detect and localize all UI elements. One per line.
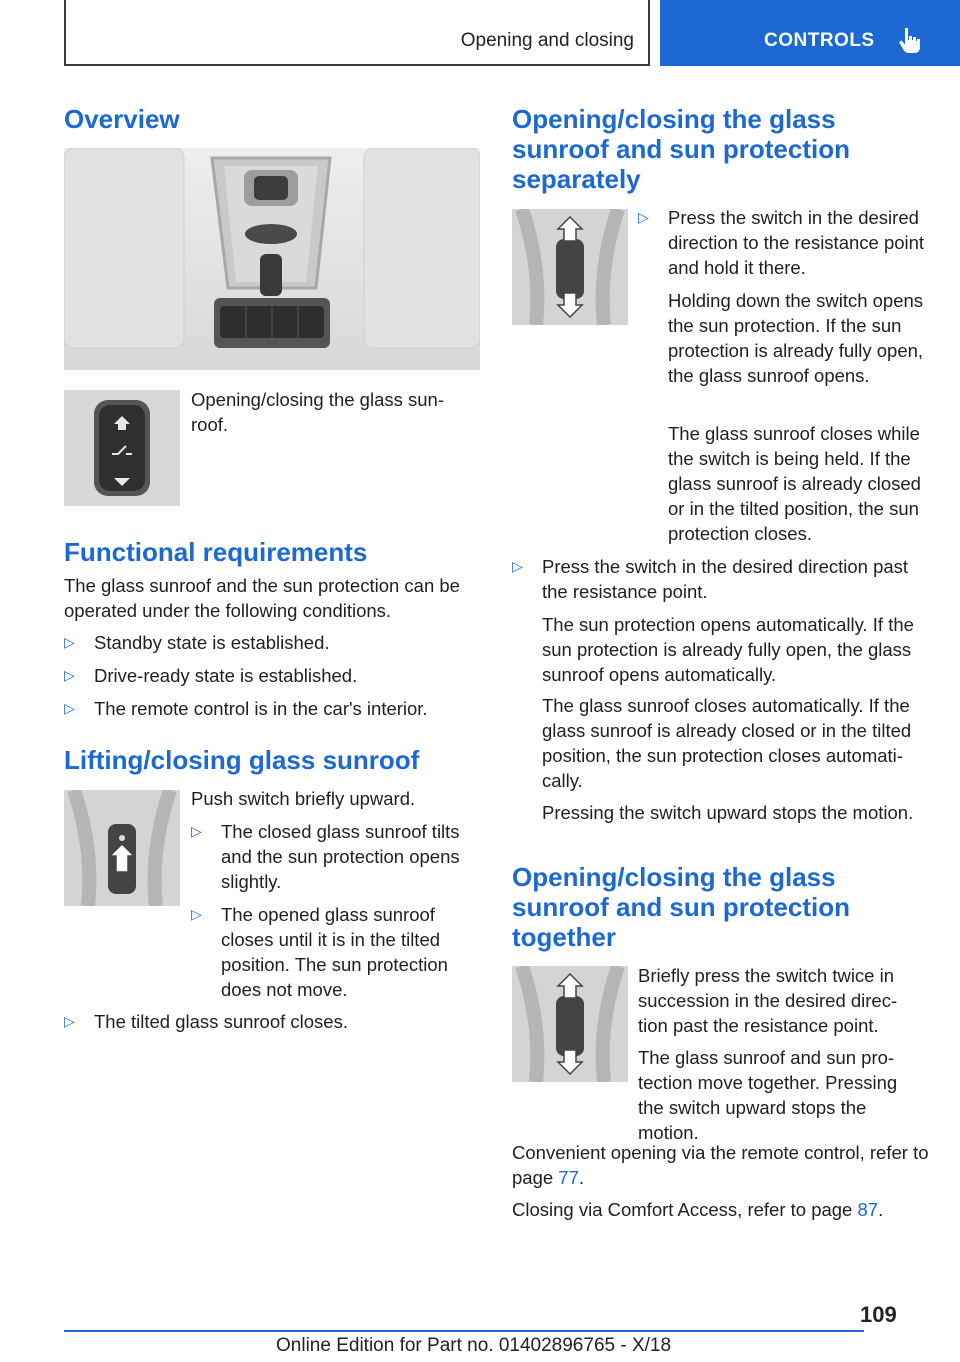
list-item: ▷ The remote control is in the car's interior.	[64, 698, 428, 719]
lifting-closing-heading: Lifting/closing glass sunroof	[64, 745, 420, 775]
comfort-reference-text: Closing via Comfort Access, refer to page	[512, 1199, 853, 1220]
list-item: ▷ Drive-ready state is established.	[64, 665, 358, 686]
together-para2-part	[638, 1045, 920, 1145]
together-para1: Briefly press the switch twice in succession in the desired direc-tion past the resistance point.	[638, 965, 898, 1036]
bullet-triangle-icon: ▷	[191, 906, 202, 922]
separately-b1-para3: The glass sunroof closes while the switch is being held. If the glass sunroof is already closed or in the tilted position, the sun protection closes.	[668, 423, 921, 544]
list-item: ▷ Press the switch in the desired direction past the resistance point.	[512, 556, 909, 602]
remote-page-link[interactable]: 77	[558, 1167, 579, 1188]
functional-requirements-intro: The glass sunroof and the sun protection can be operated under the following conditions.	[64, 575, 460, 621]
bullet-triangle-icon: ▷	[512, 558, 523, 574]
separately-b2-para3: The glass sunroof closes automatically. If the glass sunroof is already closed or in the tilted position, the sun protection closes automati-cally.	[542, 695, 912, 791]
list-item: ▷ Press the switch in the desired direction to the resistance point and hold it there.	[638, 207, 925, 278]
switch-double-press-image	[512, 966, 628, 1082]
remote-reference: Convenient opening via the remote control, refer to page 77.	[512, 1142, 929, 1188]
functional-requirements-heading: Functional requirements	[64, 537, 368, 567]
lifting-intro: Push switch briefly upward.	[191, 788, 416, 809]
footer-edition: Online Edition for Part no. 01402896765 - X/18	[276, 1335, 672, 1356]
list-item: ▷ The opened glass sunroof closes until it is in the tilted position. The sun protection does not move.	[191, 904, 448, 1000]
comfort-reference: Closing via Comfort Access, refer to page 87.	[512, 1199, 884, 1220]
switch-up-down-image	[512, 209, 628, 325]
list-item: ▷ The tilted glass sunroof closes.	[64, 1011, 348, 1032]
separately-heading: Opening/closing the glass sunroof and sun protection separately	[512, 104, 850, 194]
separately-b2-para4: Pressing the switch upward stops the motion.	[542, 802, 914, 823]
comfort-page-link[interactable]: 87	[857, 1199, 879, 1220]
page-number: 109	[860, 1302, 897, 1327]
sunroof-switch-image	[64, 390, 180, 506]
remote-reference-text: Convenient opening via the remote control, refer to page	[512, 1142, 929, 1188]
list-item: ▷ Standby state is established.	[64, 632, 330, 653]
bullet-triangle-icon: ▷	[191, 823, 202, 839]
bullet-triangle-icon: ▷	[64, 700, 75, 716]
header-chapter-tab[interactable]	[660, 0, 960, 66]
bullet-triangle-icon: ▷	[64, 634, 75, 650]
overview-caption: Opening/closing the glass sun- roof.	[191, 389, 444, 435]
bullet-triangle-icon: ▷	[64, 667, 75, 683]
header-chapter-title: CONTROLS	[764, 30, 875, 51]
footer-divider	[64, 1330, 864, 1332]
overview-heading: Overview	[64, 104, 180, 134]
separately-b2-para2: The sun protection opens automatically. If the sun protection is already fully open, the glass sunroof opens automatically.	[542, 614, 914, 685]
roof-console-overview-image	[64, 148, 480, 370]
together-para2: The glass sunroof and sun pro-tection move together. Pressing the switch upward stops the motion.	[638, 1047, 898, 1143]
bullet-triangle-icon: ▷	[638, 209, 649, 225]
switch-push-up-image	[64, 790, 180, 906]
together-heading: Opening/closing the glass sunroof and sun protection together	[512, 862, 850, 952]
header-section-box	[64, 0, 650, 66]
separately-b1-para2: Holding down the switch opens the sun protection. If the sun protection is already fully open, the glass sunroof opens.	[668, 290, 924, 386]
pointing-hand-icon	[896, 26, 922, 54]
bullet-triangle-icon: ▷	[64, 1013, 75, 1029]
list-item: ▷ The closed glass sunroof tilts and the sun protection opens slightly.	[191, 821, 460, 892]
header-section-title: Opening and closing	[460, 30, 634, 51]
